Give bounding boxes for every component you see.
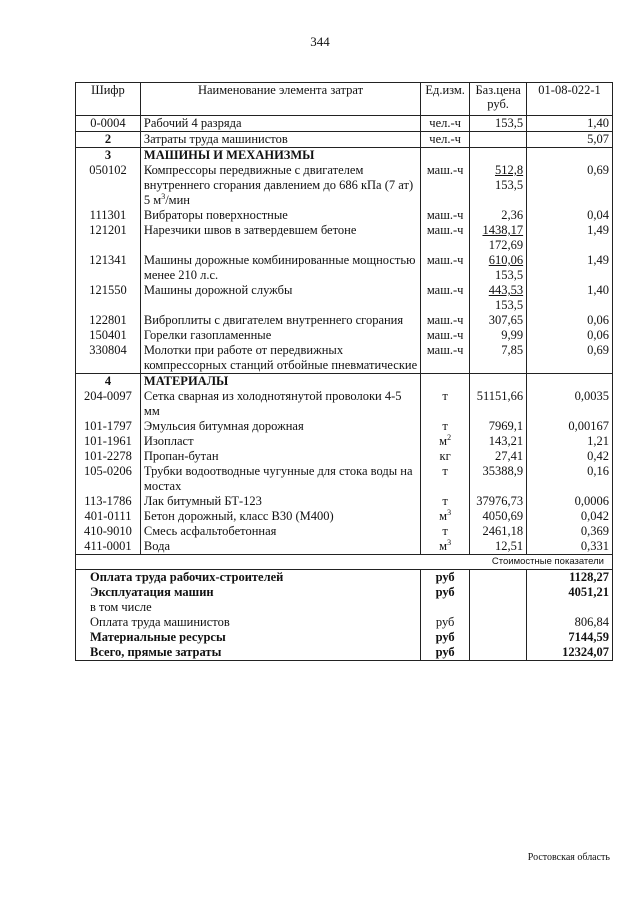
table-row: 113-1786 Лак битумный БТ-123 т 37976,73 0,0006 <box>76 494 613 509</box>
region-footer: Ростовская область <box>527 852 610 863</box>
table-row: 2 Затраты труда машинистов чел.-ч 5,07 <box>76 132 613 148</box>
table-row: 101-1961 Изопласт $м^2$ 143,21 1,21 <box>76 434 613 449</box>
header-norm: 01-08-022-1 <box>527 83 613 116</box>
header-price: Баз.цена руб. <box>470 83 527 116</box>
table-row: 410-9010 Смесь асфальтобетонная т 2461,18 0,369 <box>76 524 613 539</box>
table-row: 411-0001 Вода $м^3$ 12,51 0,331 <box>76 539 613 555</box>
table-header-row <box>76 83 613 116</box>
table-row: 401-0111 Бетон дорожный, класс В30 (М400) $м^3$ 4050,69 0,042 <box>76 509 613 524</box>
header-unit: Ед.изм. <box>421 83 470 116</box>
table-row: 150401 Горелки газопламенные маш.-ч 9,99 0,06 <box>76 328 613 343</box>
summary-row: Эксплуатация машин руб 4051,21 <box>76 585 613 600</box>
table-row: 122801 Виброплиты с двигателем внутреннего сгорания маш.-ч 307,65 0,06 <box>76 313 613 328</box>
table-row: 121550 Машины дорожной службы маш.-ч 443,53 153,5 1,40 <box>76 283 613 313</box>
summary-row: в том числе <box>76 600 613 615</box>
table-row: 111301 Вибраторы поверхностные маш.-ч 2,36 0,04 <box>76 208 613 223</box>
section-header-materials: 4 МАТЕРИАЛЫ <box>76 374 613 390</box>
table-row: 204-0097 Сетка сварная из холоднотянутой проволоки 4-5 мм т 51151,66 0,0035 <box>76 389 613 419</box>
table-row: 050102 Компрессоры передвижные с двигателем внутреннего сгорания давлением до 686 кПа (7 ат) 5 $м^3$/мин маш.-ч 512,8 153,5 0,69 <box>76 163 613 208</box>
table-row: 101-2278 Пропан-бутан кг 27,41 0,42 <box>76 449 613 464</box>
table-row: 101-1797 Эмульсия битумная дорожная т 7969,1 0,00167 <box>76 419 613 434</box>
summary-row-total: Всего, прямые затраты руб 12324,07 <box>76 645 613 661</box>
page-number: 344 <box>310 34 330 49</box>
table-row: 330804 Молотки при работе от передвижных компрессорных станций отбойные пневматические маш.-ч 7,85 0,69 <box>76 343 613 374</box>
header-name: Наименование элемента затрат <box>140 83 420 116</box>
table-row: 105-0206 Трубки водоотводные чугунные для стока воды на мостах т 35388,9 0,16 <box>76 464 613 494</box>
cost-indicators-header: Стоимостные показатели <box>76 555 613 570</box>
summary-row: Материальные ресурсы руб 7144,59 <box>76 630 613 645</box>
table-row: 121341 Машины дорожные комбинированные мощностью менее 210 л.с. маш.-ч 610,06 153,5 1,49 <box>76 253 613 283</box>
header-code: Шифр <box>76 83 141 116</box>
summary-row: Оплата труда машинистов руб 806,84 <box>76 615 613 630</box>
summary-row: Оплата труда рабочих-строителей руб 1128,27 <box>76 570 613 586</box>
table-row: 121201 Нарезчики швов в затвердевшем бетоне маш.-ч 1438,17 172,69 1,49 <box>76 223 613 253</box>
section-header-machines: 3 МАШИНЫ И МЕХАНИЗМЫ <box>76 148 613 164</box>
table-row: 0-0004 Рабочий 4 разряда чел.-ч 153,5 1,40 <box>76 116 613 132</box>
cost-estimate-table <box>75 82 613 661</box>
